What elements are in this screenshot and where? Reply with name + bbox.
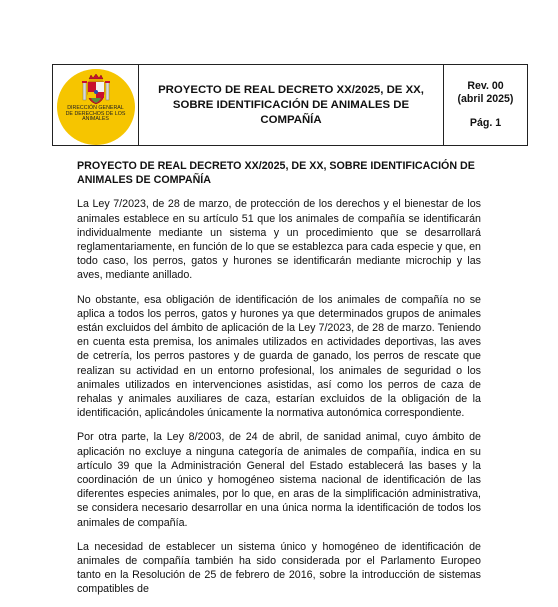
document-header bbox=[52, 64, 528, 146]
paragraph: Por otra parte, la Ley 8/2003, de 24 de abril, de sanidad animal, cuyo ámbito de aplicación no excluye a ninguna categoría de animales de compañía, indica en su artículo 39 que la Administración General del Estado establecerá las bases y la coordinación de un único y homogéneo sistema nacional de identificación de las diferentes especies animales, por lo que, en aras de la simplificación administrativa, se considera necesario desarrollar en una única norma la identificación de todos los animales de compañía. bbox=[77, 431, 481, 529]
logo-text: DIRECCIÓN GENERAL DE DERECHOS DE LOS ANIMALES bbox=[65, 105, 126, 123]
spanish-coat-of-arms-icon bbox=[81, 73, 111, 105]
revision-number: Rev. 00 bbox=[467, 79, 504, 92]
header-title-line2: SOBRE IDENTIFICACIÓN DE ANIMALES DE COMPAÑÍA bbox=[172, 98, 410, 126]
header-title bbox=[139, 65, 444, 145]
header-title-line1: PROYECTO DE REAL DECRETO XX/2025, DE XX, bbox=[158, 83, 424, 96]
paragraph: La necesidad de establecer un sistema único y homogéneo de identificación de animales de compañía también ha sido considerada por el Parlamento Europeo tanto en la Resolución de 25 de febrero de 2016, sobre la introducción de sistemas compatibles de bbox=[77, 540, 481, 596]
paragraph: La Ley 7/2023, de 28 de marzo, de protección de los derechos y el bienestar de los animales establece en su artículo 51 que los animales de compañía se identificarán individualmente mediante un sistema y un procedimiento que se desarrollará reglamentariamente, en función de lo que se establezca para cada especie y que, en todo caso, los perros, gatos y hurones se identificarán mediante microchip y las aves, mediante anillado. bbox=[77, 198, 481, 282]
document-title: PROYECTO DE REAL DECRETO XX/2025, DE XX, SOBRE IDENTIFICACIÓN DE ANIMALES DE COMPAÑÍA bbox=[77, 160, 475, 187]
paragraph: No obstante, esa obligación de identificación de los animales de compañía no se aplica a todos los perros, gatos y hurones ya que determinados grupos de animales están excluidos del ámbito de aplicación de la Ley 7/2023, de 28 de marzo. Teniendo en cuenta esta premisa, los animales utilizados en actividades deportivas, las aves de cetrería, los perros pastores y de guarda de ganado, los perros de rescate que realizan su actividad en un entorno profesional, los animales de seguridad o los animales utilizados en intervenciones asistidas, así como los perros de caza de rehalas y animales auxiliares de caza, estarían excluidos de la obligación de la identificación, aplicándoles únicamente la normativa autonómica correspondiente. bbox=[77, 293, 481, 420]
revision-date: (abril 2025) bbox=[457, 93, 514, 106]
logo-cell bbox=[53, 65, 139, 145]
revision-cell bbox=[444, 65, 527, 145]
ministry-logo bbox=[57, 69, 135, 145]
page-number: Pág. 1 bbox=[469, 116, 502, 129]
document-body bbox=[77, 159, 481, 607]
